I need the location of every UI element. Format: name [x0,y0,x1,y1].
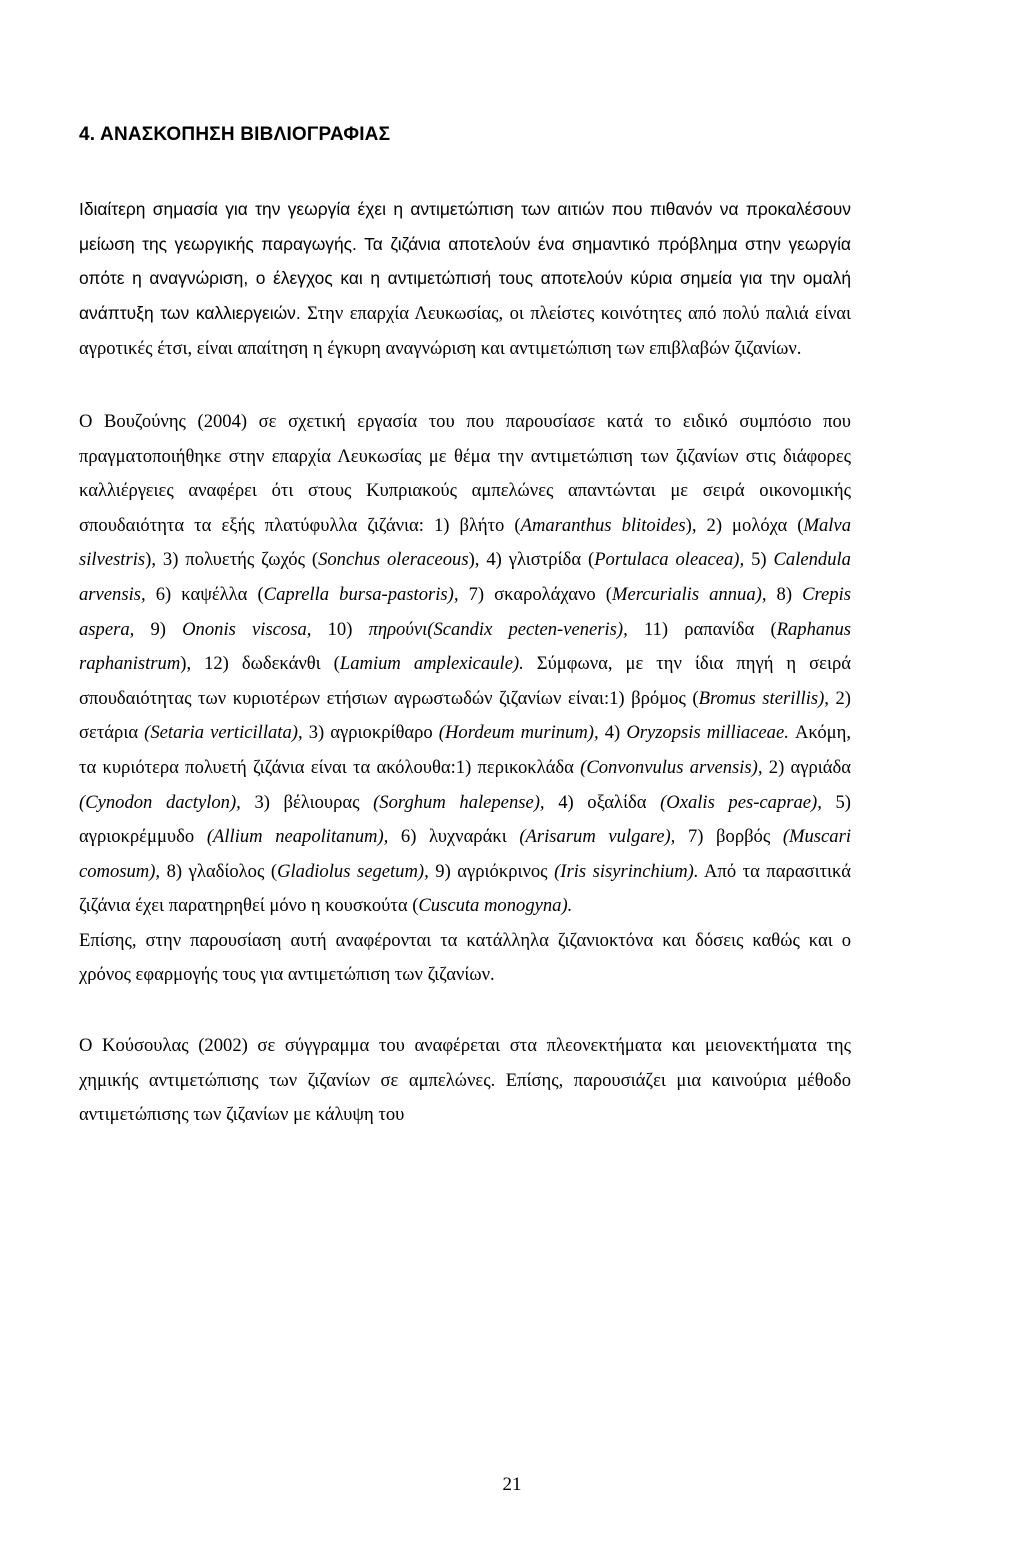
text-run: 9) [150,618,183,640]
species-name: Bromus sterillis), [698,687,836,709]
text-run: 3) βέλιουρας [254,791,374,813]
paragraph-intro-part-b: Στην επαρχία Λευκωσίας, οι πλείστες κοινότητες από πολύ παλιά είναι αγροτικές έτσι, είναι απαίτηση η έγκυρη αναγνώριση και αντιμετώπιση των επιβλαβών ζιζανίων. [79,302,851,360]
text-run: 4) οξαλίδα [558,791,661,813]
species-name: (Hordeum murinum), [438,722,605,744]
paragraph-kousoulas: Ο Κούσουλας (2002) σε σύγγραμμα του αναφέρεται στα πλεονεκτήματα και μειονεκτήματα της χημικής αντιμετώπισης των ζιζανίων σε αμπελώνες. Επίσης, παρουσιάζει μια καινούρια μέθοδο αντιμετώπισης των ζιζανίων με κάλυψη του [79,1035,851,1126]
species-name: Cuscuta monogyna). [418,895,573,917]
text-run: 2) αγριάδα [768,756,851,778]
text-run: 7) σκαρολάχανο ( [468,583,612,605]
species-name: Ononis viscosa, [182,618,328,640]
text-run: ), 2) μολόχα ( [685,514,804,536]
species-name: (Iris sisyrinchium). [554,860,699,882]
text-run: 8) γλαδίολος ( [166,860,278,882]
text-run: 2) σετάρια [79,687,851,744]
species-name: Raphanus raphanistrum [79,618,852,675]
text-run: Ακόμη, τα κυριότερα πολυετή ζιζάνια είναι τα ακόλουθα:1) περικοκλάδα [79,722,852,778]
species-name: (Convonvulus arvensis), [580,756,769,778]
species-name: (Arisarum vulgare), [519,826,688,848]
species-name: Lamium amplexicaule). [339,653,537,675]
paragraph-vouzounis [79,405,851,924]
species-name: Oryzopsis milliaceae. [626,722,789,744]
paragraph-intro [79,192,851,367]
text-run: ), 12) δωδεκάνθι ( [180,653,340,675]
text-run: 10) [327,618,369,640]
species-name: Amaranthus blitoides [520,514,686,536]
text-run: 3) αγριοκρίθαρο [308,722,439,744]
species-name: Gladiolus segetum), [277,860,436,882]
text-run: 7) βορβός [687,826,783,848]
text-run: 4) [604,722,627,744]
species-name: Crepis aspera, [79,583,851,640]
text-run: ), 3) πολυετής ζωχός ( [145,549,319,571]
text-run: ), 4) γλιστρίδα ( [468,549,595,571]
text-run: Από τα παρασιτικά ζιζάνια έχει παρατηρηθεί μόνο η κουσκούτα ( [79,860,852,917]
species-name: Sonchus oleraceous [318,549,469,571]
species-name: πηρούνι(Scandix pecten-veneris), [368,618,644,640]
species-name: (Setaria verticillata), [144,722,309,744]
species-name: (Oxalis pes-caprae), [660,791,836,813]
species-name: Calendula arvensis, [79,549,851,605]
text-run: 8) [776,583,803,605]
section-heading: 4. ΑΝΑΣΚΟΠΗΣΗ ΒΙΒΛΙΟΓΡΑΦΙΑΣ [79,124,391,145]
text-run: 11) ραπανίδα ( [643,618,777,640]
page-number: 21 [502,1474,522,1495]
text-run: Ο Βουζούνης (2004) σε σχετική εργασία του που παρουσίασε κατά το ειδικό συμπόσιο που πραγματοποιήθηκε στην επαρχία Λευκωσίας με θέμα την αντιμετώπιση των ζιζανίων στις διάφορες καλλιέργειες αναφέρει ότι στους Κυπριακούς αμπελώνες απαντώνται με σειρά οικονομικής σπουδαιότητα τα εξής πλατύφυλλα ζιζάνια: 1) βλήτο ( [79,410,851,536]
species-name: Mercurialis annua), [611,583,777,605]
species-name: Portulaca oleacea), [594,549,752,571]
species-name: (Muscari comosum), [79,826,851,882]
text-run: 5) [751,549,774,571]
text-run: 6) λυχναράκι [400,826,520,848]
species-name: (Allium neapolitanum), [206,826,401,848]
species-name: Caprella bursa-pastoris), [263,583,469,605]
text-run: Σύμφωνα, με την ίδια πηγή η σειρά σπουδαιότητας των κυριοτέρων ετήσιων αγρωστωδών ζιζανίων είναι:1) βρόμος ( [79,653,851,709]
document-body [79,118,851,1133]
species-name: (Cynodon dactylon), [79,791,255,813]
text-run: 5) αγριοκρέμμυδο [79,791,851,848]
paragraph-intro-part-a: Ιδιαίτερη σημασία για την γεωργία έχει η αντιμετώπιση των αιτιών που πιθανόν να προκαλέσουν μείωση της γεωργικής παραγωγής. Τα ζιζάνια αποτελούν ένα σημαντικό πρόβλημα στην γεωργία οπότε η αναγνώριση, ο έλεγχος και η αντιμετώπισή τους αποτελούν κύρια σημεία για την ομαλή ανάπτυξη των καλλιεργειών. [79,199,851,323]
paragraph-herbicides: Επίσης, στην παρουσίαση αυτή αναφέρονται τα κατάλληλα ζιζανιοκτόνα και δόσεις καθώς και ο χρόνος εφαρμογής τους για αντιμετώπιση των ζιζανίων. [79,929,851,986]
species-name: (Sorghum halepense), [373,791,559,813]
text-run: 9) αγριόκρινος [435,860,555,882]
species-name: Malva silvestris [79,514,851,571]
text-run: 6) καψέλλα ( [155,583,264,605]
